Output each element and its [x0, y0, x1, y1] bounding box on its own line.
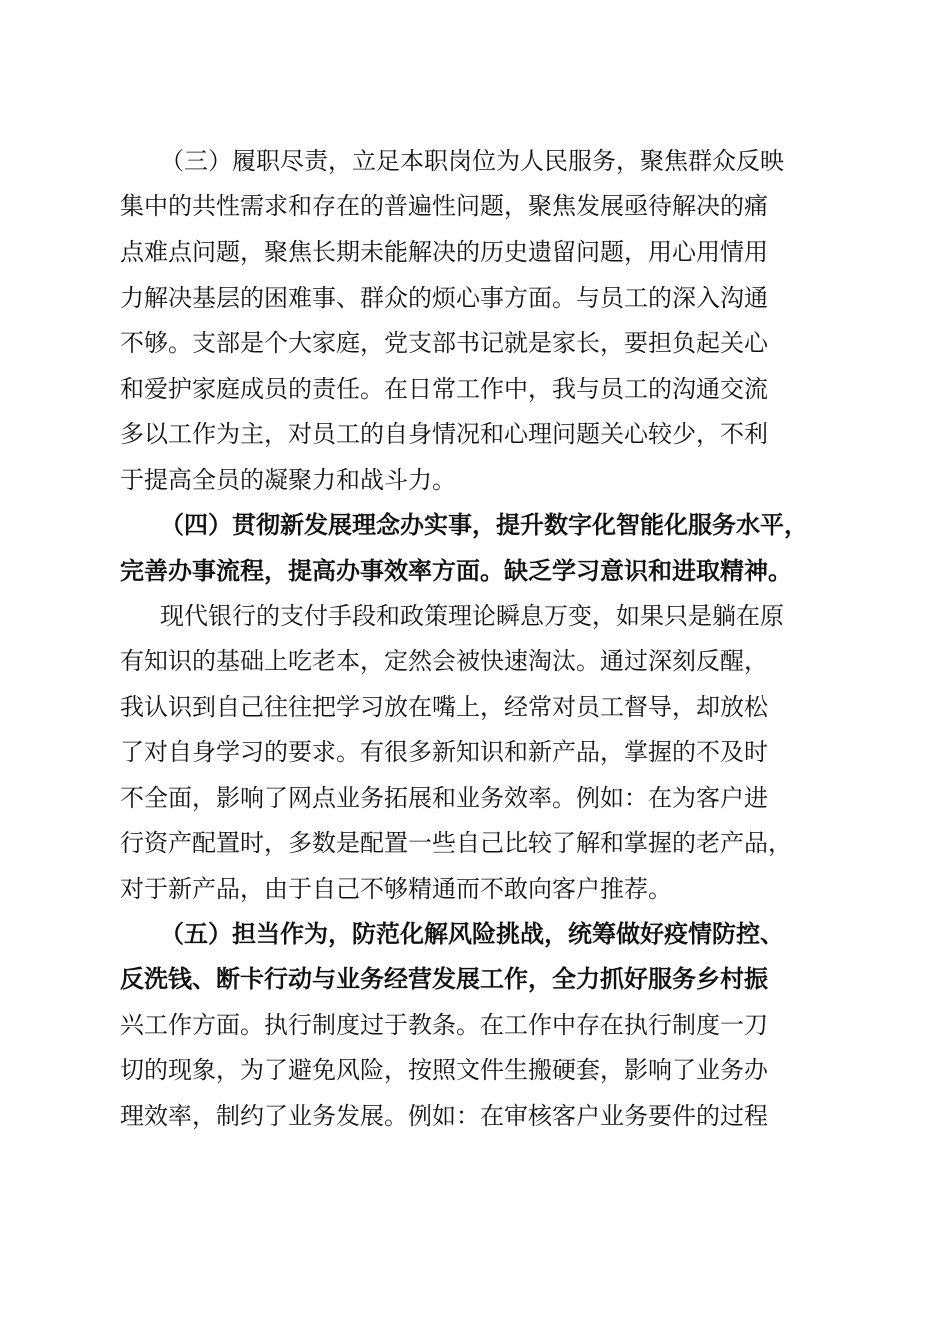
section-heading-line: 完善办事流程，提高办事效率方面。缺乏学习意识和进取精神。 — [120, 556, 792, 585]
paragraph-line: 和爱护家庭成员的责任。在日常工作中，我与员工的沟通交流 — [120, 375, 768, 403]
paragraph-line: 力解决基层的困难事、群众的烦心事方面。与员工的深入沟通 — [120, 284, 768, 312]
paragraph-line: 于提高全员的凝聚力和战斗力。 — [120, 466, 456, 494]
paragraph-line: 行资产配置时，多数是配置一些自己比较了解和掌握的老产品， — [120, 829, 792, 857]
paragraph-line: 多以工作为主，对员工的自身情况和心理问题关心较少，不利 — [120, 420, 768, 448]
section-heading-line: （四）贯彻新发展理念办实事，提升数字化智能化服务水平， — [160, 510, 808, 539]
paragraph-line: 了对自身学习的要求。有很多新知识和新产品，掌握的不及时 — [120, 738, 768, 766]
paragraph-line: 不全面，影响了网点业务拓展和业务效率。例如：在为客户进 — [120, 784, 768, 812]
paragraph-line: 兴工作方面。执行制度过于教条。在工作中存在执行制度一刀 — [120, 1011, 768, 1039]
paragraph-line: 点难点问题，聚焦长期未能解决的历史遗留问题，用心用情用 — [120, 238, 768, 266]
section-heading-line: 反洗钱、断卡行动与业务经营发展工作，全力抓好服务乡村振 — [120, 964, 768, 993]
paragraph-line: 切的现象，为了避免风险，按照文件生搬硬套，影响了业务办 — [120, 1056, 768, 1084]
paragraph-line: 有知识的基础上吃老本，定然会被快速淘汰。通过深刻反醒， — [120, 647, 768, 675]
paragraph-line: 理效率，制约了业务发展。例如：在审核客户业务要件的过程 — [120, 1102, 768, 1130]
paragraph-line: 集中的共性需求和存在的普遍性问题，聚焦发展亟待解决的痛 — [120, 192, 768, 220]
paragraph-line: （三）履职尽责，立足本职岗位为人民服务，聚焦群众反映 — [160, 147, 784, 175]
paragraph-line: 对于新产品，由于自己不够精通而不敢向客户推荐。 — [120, 875, 672, 903]
paragraph-line: 我认识到自己往往把学习放在嘴上，经常对员工督导，却放松 — [120, 693, 768, 721]
paragraph-line: 现代银行的支付手段和政策理论瞬息万变，如果只是躺在原 — [160, 602, 784, 630]
section-heading-line: （五）担当作为，防范化解风险挑战，统筹做好疫情防控、 — [160, 919, 784, 948]
paragraph-line: 不够。支部是个大家庭，党支部书记就是家长，要担负起关心 — [120, 329, 768, 357]
